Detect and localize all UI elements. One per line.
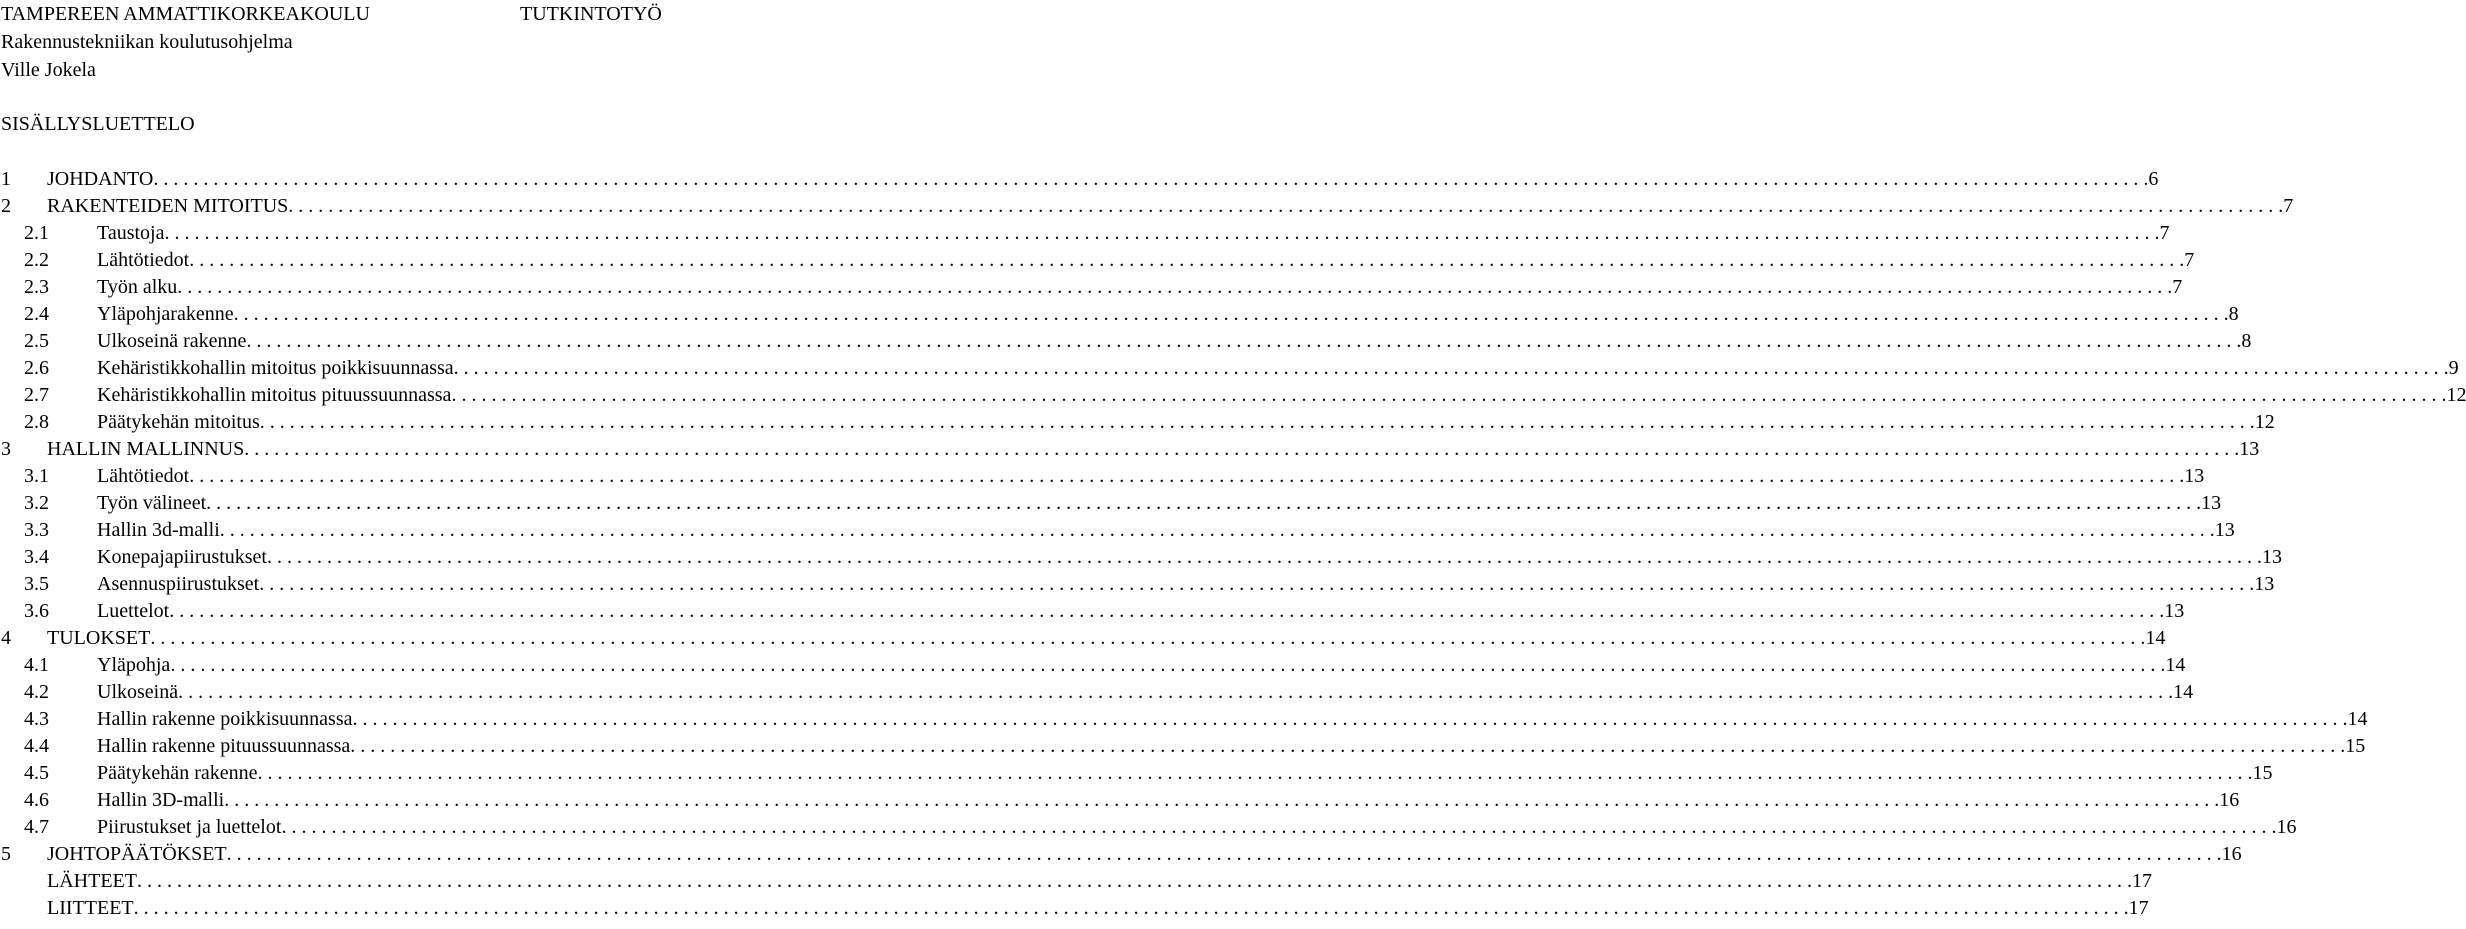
- toc-entry-page: 12: [2254, 411, 2275, 433]
- toc-entry-label: HALLIN MALLINNUS: [47, 438, 245, 460]
- toc-entry-number: 4: [1, 627, 11, 649]
- toc-entry[interactable]: [0, 517, 2235, 544]
- toc-entry-line: [47, 193, 2294, 220]
- toc-entry-label: Hallin 3d-malli: [97, 519, 220, 541]
- toc-entry[interactable]: [0, 814, 2297, 841]
- toc-entry[interactable]: [0, 706, 2368, 733]
- toc-entry-page: 13: [2184, 465, 2205, 487]
- toc-entry-number: 4.1: [24, 654, 49, 676]
- toc-entry[interactable]: [0, 679, 2194, 706]
- toc-leader-dots: . . . . . . . . . . . . . . . . . . . . . . . . . . . . . . . . . . . . . . . . . . . . . . . . . . . . . . . . . . . . . . . . . . . . . . . . . . . . . . . . . . . . . . . . . . . . . . . . . . . . . . . . . . . . . . . . . . . . . . . . . . . . . . . . . . . . . . . . . . . . . . . . . . . . . . . . . . . . . . . . . . . . . . . . . . . . . . . . . . . . . . . . . . . . . . . . . . . . . . . .: [177, 276, 2173, 298]
- toc-entry-page: 14: [2165, 654, 2186, 676]
- toc-title: SISÄLLYSLUETTELO: [1, 113, 195, 135]
- toc-leader-dots: . . . . . . . . . . . . . . . . . . . . . . . . . . . . . . . . . . . . . . . . . . . . . . . . . . . . . . . . . . . . . . . . . . . . . . . . . . . . . . . . . . . . . . . . . . . . . . . . . . . . . . . . . . . . . . . . . . . . . . . . . . . . . . . . . . . . . . . . . . . . . . . . . . . . . . . . . . . . . . . . . . . . . . . . . . . . . . . . . . . . . . . . . . . . . . . . . . . . . . . .: [226, 843, 2222, 865]
- toc-entry-number: 1: [1, 168, 11, 190]
- toc-leader-dots: . . . . . . . . . . . . . . . . . . . . . . . . . . . . . . . . . . . . . . . . . . . . . . . . . . . . . . . . . . . . . . . . . . . . . . . . . . . . . . . . . . . . . . . . . . . . . . . . . . . . . . . . . . . . . . . . . . . . . . . . . . . . . . . . . . . . . . . . . . . . . . . . . . . . . . . . . . . . . . . . . . . . . . . . . . . . . . . . . . . . . . . . . . . . . . . . . . . . . . . .: [453, 357, 2449, 379]
- toc-entry-label: Työn välineet: [97, 492, 207, 514]
- toc-entry-number: 4.6: [24, 789, 49, 811]
- toc-entry[interactable]: [0, 787, 2240, 814]
- toc-entry-page: 14: [2145, 627, 2166, 649]
- toc-leader-dots: . . . . . . . . . . . . . . . . . . . . . . . . . . . . . . . . . . . . . . . . . . . . . . . . . . . . . . . . . . . . . . . . . . . . . . . . . . . . . . . . . . . . . . . . . . . . . . . . . . . . . . . . . . . . . . . . . . . . . . . . . . . . . . . . . . . . . . . . . . . . . . . . . . . . . . . . . . . . . . . . . . . . . . . . . . . . . . . . . . . . . . . . . . . . . . . . . . . . . . . .: [233, 303, 2229, 325]
- author-name: Ville Jokela: [1, 59, 96, 81]
- toc-entry-label: Yläpohjarakenne: [97, 303, 234, 325]
- toc-entry-line: [97, 328, 2252, 355]
- toc-entry-line: [97, 382, 2466, 409]
- toc-entry-number: 2.7: [24, 384, 49, 406]
- toc-entry-page: 13: [2214, 519, 2235, 541]
- toc-leader-dots: . . . . . . . . . . . . . . . . . . . . . . . . . . . . . . . . . . . . . . . . . . . . . . . . . . . . . . . . . . . . . . . . . . . . . . . . . . . . . . . . . . . . . . . . . . . . . . . . . . . . . . . . . . . . . . . . . . . . . . . . . . . . . . . . . . . . . . . . . . . . . . . . . . . . . . . . . . . . . . . . . . . . . . . . . . . . . . . . . . . . . . . . . . . . . . . . . . . . . . . .: [136, 870, 2132, 892]
- toc-entry-label: TULOKSET: [47, 627, 151, 649]
- toc-entry-line: [97, 490, 2222, 517]
- toc-entry-line: [47, 895, 2149, 922]
- toc-entry-page: 7: [2184, 249, 2195, 271]
- toc-entry-page: 14: [2173, 681, 2194, 703]
- toc-leader-dots: . . . . . . . . . . . . . . . . . . . . . . . . . . . . . . . . . . . . . . . . . . . . . . . . . . . . . . . . . . . . . . . . . . . . . . . . . . . . . . . . . . . . . . . . . . . . . . . . . . . . . . . . . . . . . . . . . . . . . . . . . . . . . . . . . . . . . . . . . . . . . . . . . . . . . . . . . . . . . . . . . . . . . . . . . . . . . . . . . . . . . . . . . . . . . . . . . . . . . . . .: [164, 222, 2160, 244]
- toc-leader-dots: . . . . . . . . . . . . . . . . . . . . . . . . . . . . . . . . . . . . . . . . . . . . . . . . . . . . . . . . . . . . . . . . . . . . . . . . . . . . . . . . . . . . . . . . . . . . . . . . . . . . . . . . . . . . . . . . . . . . . . . . . . . . . . . . . . . . . . . . . . . . . . . . . . . . . . . . . . . . . . . . . . . . . . . . . . . . . . . . . . . . . . . . . . . . . . . . . . . . . . . .: [281, 816, 2277, 838]
- toc-leader-dots: . . . . . . . . . . . . . . . . . . . . . . . . . . . . . . . . . . . . . . . . . . . . . . . . . . . . . . . . . . . . . . . . . . . . . . . . . . . . . . . . . . . . . . . . . . . . . . . . . . . . . . . . . . . . . . . . . . . . . . . . . . . . . . . . . . . . . . . . . . . . . . . . . . . . . . . . . . . . . . . . . . . . . . . . . . . . . . . . . . . . . . . . . . . . . . . . . . . . . . . .: [288, 195, 2284, 217]
- toc-entry[interactable]: [0, 409, 2275, 436]
- toc-entry-page: 7: [2283, 195, 2294, 217]
- toc-entry-page: 15: [2345, 735, 2366, 757]
- toc-entry-page: 13: [2239, 438, 2260, 460]
- toc-entry-page: 13: [2261, 546, 2282, 568]
- toc-entry-label: Päätykehän rakenne: [97, 762, 258, 784]
- toc-entry-page: 16: [2276, 816, 2297, 838]
- toc-entry-line: [47, 625, 2166, 652]
- toc-leader-dots: . . . . . . . . . . . . . . . . . . . . . . . . . . . . . . . . . . . . . . . . . . . . . . . . . . . . . . . . . . . . . . . . . . . . . . . . . . . . . . . . . . . . . . . . . . . . . . . . . . . . . . . . . . . . . . . . . . . . . . . . . . . . . . . . . . . . . . . . . . . . . . . . . . . . . . . . . . . . . . . . . . . . . . . . . . . . . . . . . . . . . . . . . . . . . . . . . . . . . . . .: [153, 168, 2149, 190]
- toc-entry[interactable]: [0, 382, 2466, 409]
- toc-entry-number: 2: [1, 195, 11, 217]
- toc-entry-line: [97, 652, 2186, 679]
- toc-entry-line: [97, 598, 2185, 625]
- institution-name: TAMPEREEN AMMATTIKORKEAKOULU: [1, 3, 370, 25]
- toc-entry-number: 2.4: [24, 303, 49, 325]
- toc-entry[interactable]: [0, 652, 2186, 679]
- toc-entry-number: 3.6: [24, 600, 49, 622]
- toc-entry-line: [97, 274, 2183, 301]
- toc-entry-line: [97, 301, 2239, 328]
- toc-leader-dots: . . . . . . . . . . . . . . . . . . . . . . . . . . . . . . . . . . . . . . . . . . . . . . . . . . . . . . . . . . . . . . . . . . . . . . . . . . . . . . . . . . . . . . . . . . . . . . . . . . . . . . . . . . . . . . . . . . . . . . . . . . . . . . . . . . . . . . . . . . . . . . . . . . . . . . . . . . . . . . . . . . . . . . . . . . . . . . . . . . . . . . . . . . . . . . . . . . . . . . . .: [189, 249, 2185, 271]
- toc-entry-label: JOHDANTO: [47, 168, 154, 190]
- toc-entry[interactable]: [0, 841, 2242, 868]
- toc-entry-line: [97, 247, 2195, 274]
- toc-leader-dots: . . . . . . . . . . . . . . . . . . . . . . . . . . . . . . . . . . . . . . . . . . . . . . . . . . . . . . . . . . . . . . . . . . . . . . . . . . . . . . . . . . . . . . . . . . . . . . . . . . . . . . . . . . . . . . . . . . . . . . . . . . . . . . . . . . . . . . . . . . . . . . . . . . . . . . . . . . . . . . . . . . . . . . . . . . . . . . . . . . . . . . . . . . . . . . . . . . . . . . . .: [266, 546, 2262, 568]
- toc-entry-line: [47, 436, 2260, 463]
- toc-entry-page: 6: [2148, 168, 2159, 190]
- toc-entry-label: Lähtötiedot: [97, 249, 190, 271]
- toc-entry-line: [97, 517, 2235, 544]
- toc-leader-dots: . . . . . . . . . . . . . . . . . . . . . . . . . . . . . . . . . . . . . . . . . . . . . . . . . . . . . . . . . . . . . . . . . . . . . . . . . . . . . . . . . . . . . . . . . . . . . . . . . . . . . . . . . . . . . . . . . . . . . . . . . . . . . . . . . . . . . . . . . . . . . . . . . . . . . . . . . . . . . . . . . . . . . . . . . . . . . . . . . . . . . . . . . . . . . . . . . . . . . . . .: [257, 762, 2253, 784]
- toc-entry-label: Työn alku: [97, 276, 178, 298]
- toc-entry-number: 2.6: [24, 357, 49, 379]
- toc-entry-number: 3.2: [24, 492, 49, 514]
- toc-entry[interactable]: [0, 274, 2183, 301]
- toc-entry[interactable]: [0, 490, 2222, 517]
- toc-entry-line: [97, 463, 2205, 490]
- toc-entry-page: 9: [2448, 357, 2459, 379]
- toc-entry[interactable]: [0, 571, 2275, 598]
- program-name: Rakennustekniikan koulutusohjelma: [1, 31, 293, 53]
- toc-leader-dots: . . . . . . . . . . . . . . . . . . . . . . . . . . . . . . . . . . . . . . . . . . . . . . . . . . . . . . . . . . . . . . . . . . . . . . . . . . . . . . . . . . . . . . . . . . . . . . . . . . . . . . . . . . . . . . . . . . . . . . . . . . . . . . . . . . . . . . . . . . . . . . . . . . . . . . . . . . . . . . . . . . . . . . . . . . . . . . . . . . . . . . . . . . . . . . . . . . . . . . . .: [350, 735, 2346, 757]
- toc-entry-page: 8: [2241, 330, 2252, 352]
- toc-leader-dots: . . . . . . . . . . . . . . . . . . . . . . . . . . . . . . . . . . . . . . . . . . . . . . . . . . . . . . . . . . . . . . . . . . . . . . . . . . . . . . . . . . . . . . . . . . . . . . . . . . . . . . . . . . . . . . . . . . . . . . . . . . . . . . . . . . . . . . . . . . . . . . . . . . . . . . . . . . . . . . . . . . . . . . . . . . . . . . . . . . . . . . . . . . . . . . . . . . . . . . . .: [352, 708, 2348, 730]
- toc-entry[interactable]: [0, 868, 2152, 895]
- toc-entry-line: [97, 355, 2459, 382]
- toc-leader-dots: . . . . . . . . . . . . . . . . . . . . . . . . . . . . . . . . . . . . . . . . . . . . . . . . . . . . . . . . . . . . . . . . . . . . . . . . . . . . . . . . . . . . . . . . . . . . . . . . . . . . . . . . . . . . . . . . . . . . . . . . . . . . . . . . . . . . . . . . . . . . . . . . . . . . . . . . . . . . . . . . . . . . . . . . . . . . . . . . . . . . . . . . . . . . . . . . . . . . . . . .: [246, 330, 2242, 352]
- toc-entry-page: 16: [2221, 843, 2242, 865]
- toc-leader-dots: . . . . . . . . . . . . . . . . . . . . . . . . . . . . . . . . . . . . . . . . . . . . . . . . . . . . . . . . . . . . . . . . . . . . . . . . . . . . . . . . . . . . . . . . . . . . . . . . . . . . . . . . . . . . . . . . . . . . . . . . . . . . . . . . . . . . . . . . . . . . . . . . . . . . . . . . . . . . . . . . . . . . . . . . . . . . . . . . . . . . . . . . . . . . . . . . . . . . . . . .: [244, 438, 2240, 460]
- toc-leader-dots: . . . . . . . . . . . . . . . . . . . . . . . . . . . . . . . . . . . . . . . . . . . . . . . . . . . . . . . . . . . . . . . . . . . . . . . . . . . . . . . . . . . . . . . . . . . . . . . . . . . . . . . . . . . . . . . . . . . . . . . . . . . . . . . . . . . . . . . . . . . . . . . . . . . . . . . . . . . . . . . . . . . . . . . . . . . . . . . . . . . . . . . . . . . . . . . . . . . . . . . .: [451, 384, 2447, 406]
- toc-entry-number: 2.8: [24, 411, 49, 433]
- toc-entry-number: 4.2: [24, 681, 49, 703]
- toc-entry-line: [97, 733, 2366, 760]
- toc-entry[interactable]: [0, 598, 2185, 625]
- toc-entry-label: LIITTEET: [47, 897, 134, 919]
- toc-entry-number: 3: [1, 438, 11, 460]
- toc-entry-page: 15: [2252, 762, 2273, 784]
- toc-entry[interactable]: [0, 895, 2149, 922]
- toc-entry-line: [97, 409, 2275, 436]
- toc-entry-number: 3.1: [24, 465, 49, 487]
- toc-entry-number: 4.5: [24, 762, 49, 784]
- toc-entry-label: Kehäristikkohallin mitoitus poikkisuunnassa: [97, 357, 454, 379]
- toc-entry-label: Hallin rakenne pituussuunnassa: [97, 735, 351, 757]
- toc-entry[interactable]: [0, 220, 2170, 247]
- toc-leader-dots: . . . . . . . . . . . . . . . . . . . . . . . . . . . . . . . . . . . . . . . . . . . . . . . . . . . . . . . . . . . . . . . . . . . . . . . . . . . . . . . . . . . . . . . . . . . . . . . . . . . . . . . . . . . . . . . . . . . . . . . . . . . . . . . . . . . . . . . . . . . . . . . . . . . . . . . . . . . . . . . . . . . . . . . . . . . . . . . . . . . . . . . . . . . . . . . . . . . . . . . .: [169, 600, 2165, 622]
- toc-entry-label: LÄHTEET: [47, 870, 137, 892]
- toc-entry-label: Piirustukset ja luettelot: [97, 816, 282, 838]
- toc-entry-label: Yläpohja: [97, 654, 171, 676]
- toc-entry-number: 3.5: [24, 573, 49, 595]
- toc-entry-label: Luettelot: [97, 600, 170, 622]
- toc-entry[interactable]: [0, 544, 2282, 571]
- toc-entry-page: 17: [2131, 870, 2152, 892]
- toc-leader-dots: . . . . . . . . . . . . . . . . . . . . . . . . . . . . . . . . . . . . . . . . . . . . . . . . . . . . . . . . . . . . . . . . . . . . . . . . . . . . . . . . . . . . . . . . . . . . . . . . . . . . . . . . . . . . . . . . . . . . . . . . . . . . . . . . . . . . . . . . . . . . . . . . . . . . . . . . . . . . . . . . . . . . . . . . . . . . . . . . . . . . . . . . . . . . . . . . . . . . . . . .: [189, 465, 2185, 487]
- toc-entry-line: [47, 868, 2152, 895]
- toc-entry-page: 16: [2219, 789, 2240, 811]
- toc-leader-dots: . . . . . . . . . . . . . . . . . . . . . . . . . . . . . . . . . . . . . . . . . . . . . . . . . . . . . . . . . . . . . . . . . . . . . . . . . . . . . . . . . . . . . . . . . . . . . . . . . . . . . . . . . . . . . . . . . . . . . . . . . . . . . . . . . . . . . . . . . . . . . . . . . . . . . . . . . . . . . . . . . . . . . . . . . . . . . . . . . . . . . . . . . . . . . . . . . . . . . . . .: [206, 492, 2202, 514]
- toc-entry[interactable]: [0, 193, 2294, 220]
- toc-entry[interactable]: [0, 760, 2273, 787]
- toc-leader-dots: . . . . . . . . . . . . . . . . . . . . . . . . . . . . . . . . . . . . . . . . . . . . . . . . . . . . . . . . . . . . . . . . . . . . . . . . . . . . . . . . . . . . . . . . . . . . . . . . . . . . . . . . . . . . . . . . . . . . . . . . . . . . . . . . . . . . . . . . . . . . . . . . . . . . . . . . . . . . . . . . . . . . . . . . . . . . . . . . . . . . . . . . . . . . . . . . . . . . . . . .: [259, 411, 2255, 433]
- toc-entry-page: 7: [2159, 222, 2170, 244]
- toc-entry[interactable]: [0, 733, 2366, 760]
- toc-entry[interactable]: [0, 247, 2195, 274]
- toc-entry[interactable]: [0, 436, 2260, 463]
- toc-entry-label: Lähtötiedot: [97, 465, 190, 487]
- toc-entry-line: [97, 679, 2194, 706]
- table-of-contents: [0, 166, 2466, 922]
- toc-entry-label: Ulkoseinä rakenne: [97, 330, 247, 352]
- toc-leader-dots: . . . . . . . . . . . . . . . . . . . . . . . . . . . . . . . . . . . . . . . . . . . . . . . . . . . . . . . . . . . . . . . . . . . . . . . . . . . . . . . . . . . . . . . . . . . . . . . . . . . . . . . . . . . . . . . . . . . . . . . . . . . . . . . . . . . . . . . . . . . . . . . . . . . . . . . . . . . . . . . . . . . . . . . . . . . . . . . . . . . . . . . . . . . . . . . . . . . . . . . .: [178, 681, 2174, 703]
- toc-entry-line: [97, 544, 2282, 571]
- toc-entry-label: Taustoja: [97, 222, 165, 244]
- toc-entry-page: 14: [2347, 708, 2368, 730]
- toc-entry-page: 13: [2201, 492, 2222, 514]
- toc-entry-number: 4.4: [24, 735, 49, 757]
- toc-entry-number: 2.1: [24, 222, 49, 244]
- toc-entry-number: 4.7: [24, 816, 49, 838]
- toc-entry[interactable]: [0, 166, 2159, 193]
- toc-entry-line: [47, 841, 2242, 868]
- toc-entry-line: [47, 166, 2159, 193]
- toc-entry[interactable]: [0, 625, 2166, 652]
- toc-entry-page: 13: [2254, 573, 2275, 595]
- toc-entry-line: [97, 814, 2297, 841]
- toc-entry-number: 2.5: [24, 330, 49, 352]
- toc-entry-label: Asennuspiirustukset: [97, 573, 260, 595]
- toc-entry-line: [97, 787, 2240, 814]
- toc-entry-number: 2.2: [24, 249, 49, 271]
- toc-entry-label: Päätykehän mitoitus: [97, 411, 260, 433]
- toc-entry-number: 4.3: [24, 708, 49, 730]
- toc-entry-line: [97, 760, 2273, 787]
- toc-leader-dots: . . . . . . . . . . . . . . . . . . . . . . . . . . . . . . . . . . . . . . . . . . . . . . . . . . . . . . . . . . . . . . . . . . . . . . . . . . . . . . . . . . . . . . . . . . . . . . . . . . . . . . . . . . . . . . . . . . . . . . . . . . . . . . . . . . . . . . . . . . . . . . . . . . . . . . . . . . . . . . . . . . . . . . . . . . . . . . . . . . . . . . . . . . . . . . . . . . . . . . . .: [259, 573, 2255, 595]
- toc-entry-number: 5: [1, 843, 11, 865]
- toc-entry-label: RAKENTEIDEN MITOITUS: [47, 195, 289, 217]
- toc-entry[interactable]: [0, 463, 2205, 490]
- toc-entry-label: Kehäristikkohallin mitoitus pituussuunnassa: [97, 384, 452, 406]
- toc-leader-dots: . . . . . . . . . . . . . . . . . . . . . . . . . . . . . . . . . . . . . . . . . . . . . . . . . . . . . . . . . . . . . . . . . . . . . . . . . . . . . . . . . . . . . . . . . . . . . . . . . . . . . . . . . . . . . . . . . . . . . . . . . . . . . . . . . . . . . . . . . . . . . . . . . . . . . . . . . . . . . . . . . . . . . . . . . . . . . . . . . . . . . . . . . . . . . . . . . . . . . . . .: [170, 654, 2166, 676]
- toc-entry-page: 7: [2172, 276, 2183, 298]
- toc-entry-label: JOHTOPÄÄTÖKSET: [47, 843, 227, 865]
- toc-entry[interactable]: [0, 301, 2239, 328]
- toc-entry-number: 3.4: [24, 546, 49, 568]
- toc-entry-label: Hallin rakenne poikkisuunnassa: [97, 708, 353, 730]
- toc-leader-dots: . . . . . . . . . . . . . . . . . . . . . . . . . . . . . . . . . . . . . . . . . . . . . . . . . . . . . . . . . . . . . . . . . . . . . . . . . . . . . . . . . . . . . . . . . . . . . . . . . . . . . . . . . . . . . . . . . . . . . . . . . . . . . . . . . . . . . . . . . . . . . . . . . . . . . . . . . . . . . . . . . . . . . . . . . . . . . . . . . . . . . . . . . . . . . . . . . . . . . . . .: [150, 627, 2146, 649]
- toc-entry-page: 17: [2128, 897, 2149, 919]
- toc-entry[interactable]: [0, 328, 2252, 355]
- toc-entry-line: [97, 571, 2275, 598]
- toc-entry-number: 3.3: [24, 519, 49, 541]
- toc-leader-dots: . . . . . . . . . . . . . . . . . . . . . . . . . . . . . . . . . . . . . . . . . . . . . . . . . . . . . . . . . . . . . . . . . . . . . . . . . . . . . . . . . . . . . . . . . . . . . . . . . . . . . . . . . . . . . . . . . . . . . . . . . . . . . . . . . . . . . . . . . . . . . . . . . . . . . . . . . . . . . . . . . . . . . . . . . . . . . . . . . . . . . . . . . . . . . . . . . . . . . . . .: [219, 519, 2215, 541]
- toc-entry-label: Konepajapiirustukset: [97, 546, 267, 568]
- toc-entry-number: 2.3: [24, 276, 49, 298]
- toc-entry-page: 13: [2164, 600, 2185, 622]
- toc-entry-page: 8: [2228, 303, 2239, 325]
- document-type: TUTKINTOTYÖ: [520, 3, 662, 25]
- toc-entry-line: [97, 706, 2368, 733]
- toc-entry-label: Ulkoseinä: [97, 681, 179, 703]
- toc-entry-page: 12: [2446, 384, 2466, 406]
- toc-leader-dots: . . . . . . . . . . . . . . . . . . . . . . . . . . . . . . . . . . . . . . . . . . . . . . . . . . . . . . . . . . . . . . . . . . . . . . . . . . . . . . . . . . . . . . . . . . . . . . . . . . . . . . . . . . . . . . . . . . . . . . . . . . . . . . . . . . . . . . . . . . . . . . . . . . . . . . . . . . . . . . . . . . . . . . . . . . . . . . . . . . . . . . . . . . . . . . . . . . . . . . . .: [224, 789, 2220, 811]
- toc-leader-dots: . . . . . . . . . . . . . . . . . . . . . . . . . . . . . . . . . . . . . . . . . . . . . . . . . . . . . . . . . . . . . . . . . . . . . . . . . . . . . . . . . . . . . . . . . . . . . . . . . . . . . . . . . . . . . . . . . . . . . . . . . . . . . . . . . . . . . . . . . . . . . . . . . . . . . . . . . . . . . . . . . . . . . . . . . . . . . . . . . . . . . . . . . . . . . . . . . . . . . . . .: [133, 897, 2129, 919]
- toc-entry-label: Hallin 3D-malli: [97, 789, 225, 811]
- toc-entry[interactable]: [0, 355, 2459, 382]
- toc-entry-line: [97, 220, 2170, 247]
